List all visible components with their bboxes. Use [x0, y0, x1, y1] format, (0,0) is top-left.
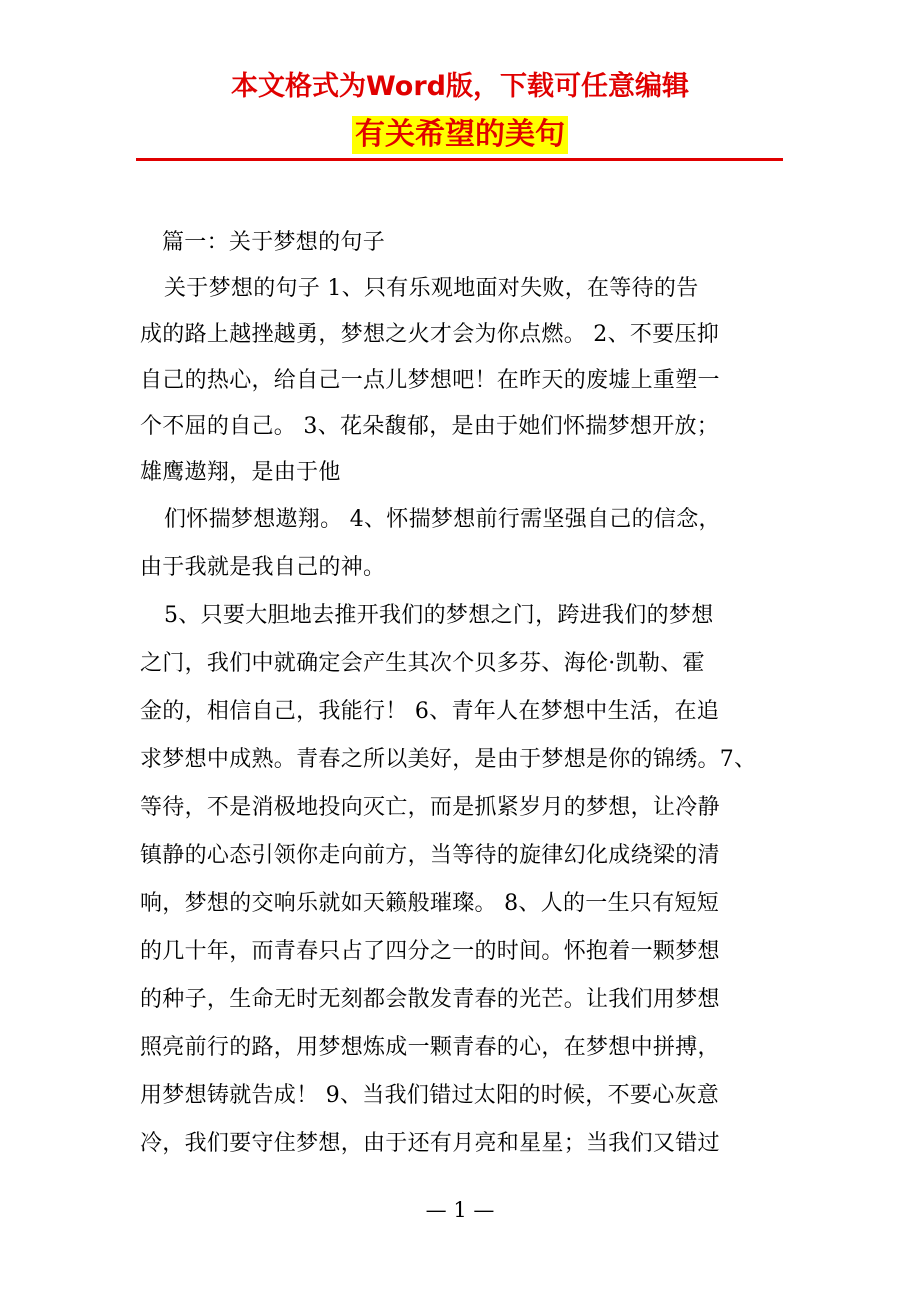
body-line: 成的路上越挫越勇，梦想之火才会为你点燃。 2、不要压抑 [140, 322, 720, 347]
body-line: 关于梦想的句子 1、只有乐观地面对失败，在等待的告 [164, 276, 699, 301]
body-line: 镇静的心态引领你走向前方，当等待的旋律幻化成绕梁的清 [140, 843, 720, 868]
body-line: 的几十年，而青春只占了四分之一的时间。怀抱着一颗梦想 [140, 939, 720, 964]
body-line: 之门，我们中就确定会产生其次个贝多芬、海伦·凯勒、霍 [140, 651, 705, 676]
body-line: 等待，不是消极地投向灭亡，而是抓紧岁月的梦想，让冷静 [140, 795, 720, 820]
body-line: 金的，相信自己，我能行！ 6、青年人在梦想中生活，在追 [140, 699, 720, 724]
document-body [140, 220, 788, 1168]
body-line: 求梦想中成熟。青春之所以美好，是由于梦想是你的锦绣。7、 [140, 747, 757, 772]
page-number: — 1 — [425, 1198, 495, 1222]
body-line: 由于我就是我自己的神。 [140, 555, 386, 580]
body-line: 冷，我们要守住梦想，由于还有月亮和星星；当我们又错过 [140, 1131, 720, 1156]
body-line: 们怀揣梦想遨翔。 4、怀揣梦想前行需坚强自己的信念， [164, 507, 721, 532]
body-line: 自己的热心，给自己一点儿梦想吧！在昨天的废墟上重塑一 [140, 368, 720, 393]
body-line: 用梦想铸就告成！ 9、当我们错过太阳的时候，不要心灰意 [140, 1083, 720, 1108]
body-line: 5、只要大胆地去推开我们的梦想之门，跨进我们的梦想 [164, 603, 714, 628]
format-notice: 本文格式为Word版，下载可任意编辑 [230, 71, 689, 102]
document-title: 有关希望的美句 [352, 116, 568, 154]
title-divider [136, 158, 783, 161]
body-line: 照亮前行的路，用梦想炼成一颗青春的心，在梦想中拼搏， [140, 1035, 720, 1060]
body-line: 雄鹰遨翔，是由于他 [140, 460, 341, 485]
body-line: 个不屈的自己。 3、花朵馥郁，是由于她们怀揣梦想开放； [140, 414, 720, 439]
section-heading: 篇一：关于梦想的句子 [162, 230, 386, 255]
title-container [0, 116, 920, 154]
body-line: 响，梦想的交响乐就如天籁般璀璨。 8、人的一生只有短短 [140, 891, 720, 916]
body-line: 的种子，生命无时无刻都会散发青春的光芒。让我们用梦想 [140, 987, 720, 1012]
